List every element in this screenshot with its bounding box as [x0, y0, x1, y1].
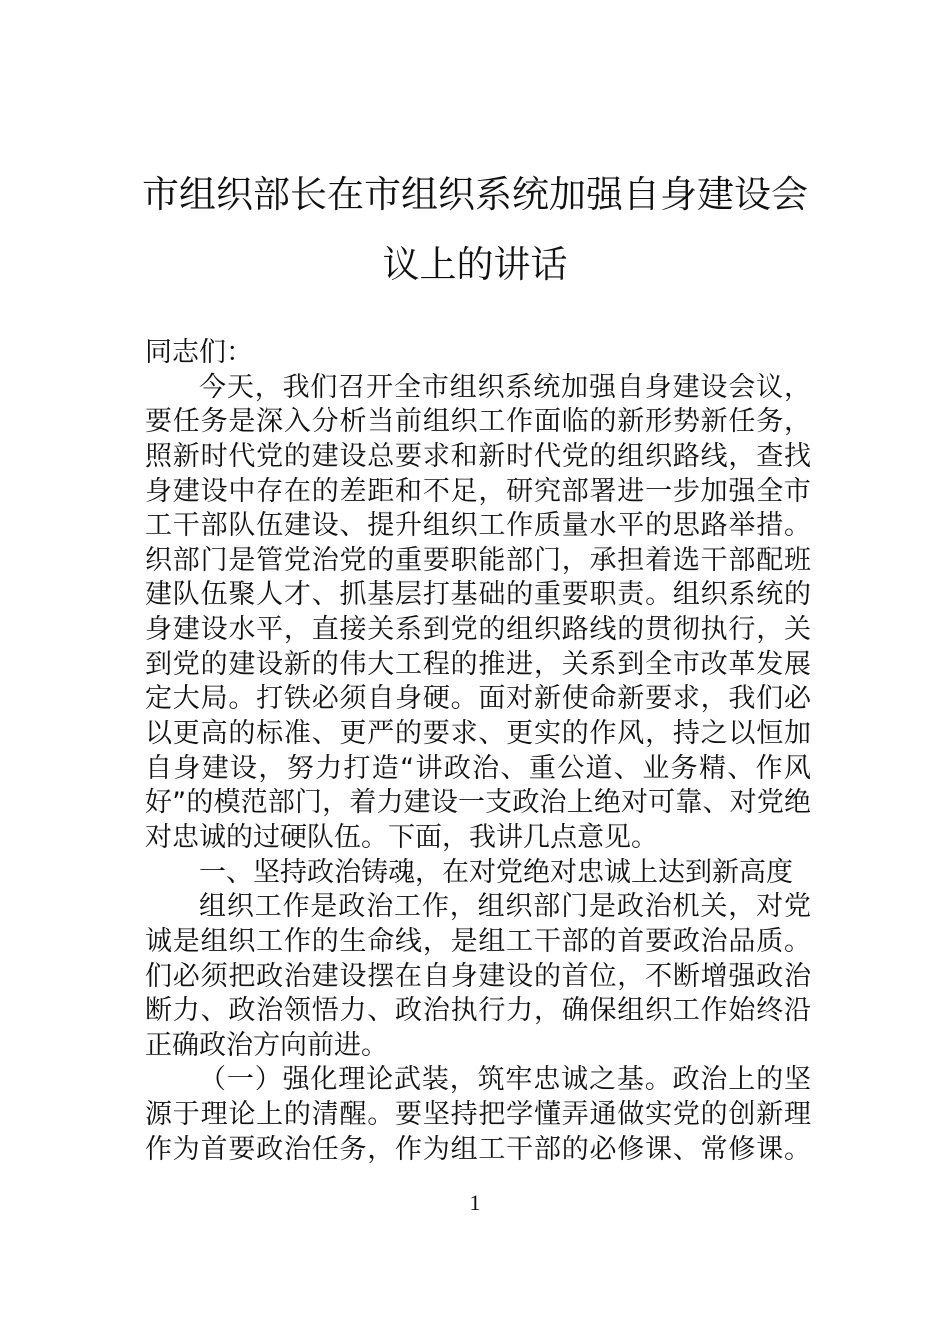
subsection-line: （一）强化理论武装，筑牢忠诚之基。政治上的坚 — [199, 1064, 811, 1096]
body-line: 照新时代党的建设总要求和新时代党的组织路线，查找 — [145, 440, 811, 472]
body-line: 好”的模范部门，着力建设一支政治上绝对可靠、对党绝 — [145, 787, 811, 819]
body-line: 组织工作是政治工作，组织部门是政治机关，对党 — [199, 891, 811, 923]
body-line: 工干部队伍建设、提升组织工作质量水平的思路举措。 — [145, 510, 811, 542]
section-heading: 一、坚持政治铸魂，在对党绝对忠诚上达到新高度 — [199, 856, 793, 888]
document-body — [145, 336, 811, 1167]
body-line: 对忠诚的过硬队伍。下面，我讲几点意见。 — [145, 821, 658, 853]
document-title-line-2: 议上的讲话 — [382, 243, 568, 286]
body-line: 自身建设，努力打造“讲政治、重公道、业务精、作风 — [145, 752, 811, 784]
body-line: 今天，我们召开全市组织系统加强自身建设会议， — [199, 371, 811, 403]
document-title-line-1: 市组织部长在市组织系统加强自身建设会 — [142, 173, 808, 216]
body-line: 源于理论上的清醒。要坚持把学懂弄通做实党的创新理 — [145, 1099, 811, 1131]
body-line: 到党的建设新的伟大工程的推进，关系到全市改革发展 — [145, 648, 811, 680]
body-line: 要任务是深入分析当前组织工作面临的新形势新任务， — [145, 406, 811, 438]
body-line: 建队伍聚人才、抓基层打基础的重要职责。组织系统的 — [145, 579, 811, 611]
body-line: 织部门是管党治党的重要职能部门，承担着选干部配班 — [145, 544, 811, 576]
body-line: 身建设水平，直接关系到党的组织路线的贯彻执行，关 — [145, 614, 811, 646]
body-line: 作为首要政治任务，作为组工干部的必修课、常修课。 — [145, 1133, 811, 1165]
body-line: 身建设中存在的差距和不足，研究部署进一步加强全市 — [145, 475, 811, 507]
body-line: 正确政治方向前进。 — [145, 1029, 388, 1061]
body-line: 们必须把政治建设摆在自身建设的首位，不断增强政治 — [145, 960, 811, 992]
body-line: 诚是组织工作的生命线，是组工干部的首要政治品质。 — [145, 925, 811, 957]
body-line: 定大局。打铁必须自身硬。面对新使命新要求，我们必 — [145, 683, 811, 715]
salutation: 同志们： — [145, 337, 253, 368]
page-number: 1 — [469, 1190, 481, 1215]
body-line: 以更高的标准、更严的要求、更实的作风，持之以恒加 — [145, 718, 811, 750]
body-line: 断力、政治领悟力、政治执行力，确保组织工作始终沿 — [145, 995, 811, 1027]
